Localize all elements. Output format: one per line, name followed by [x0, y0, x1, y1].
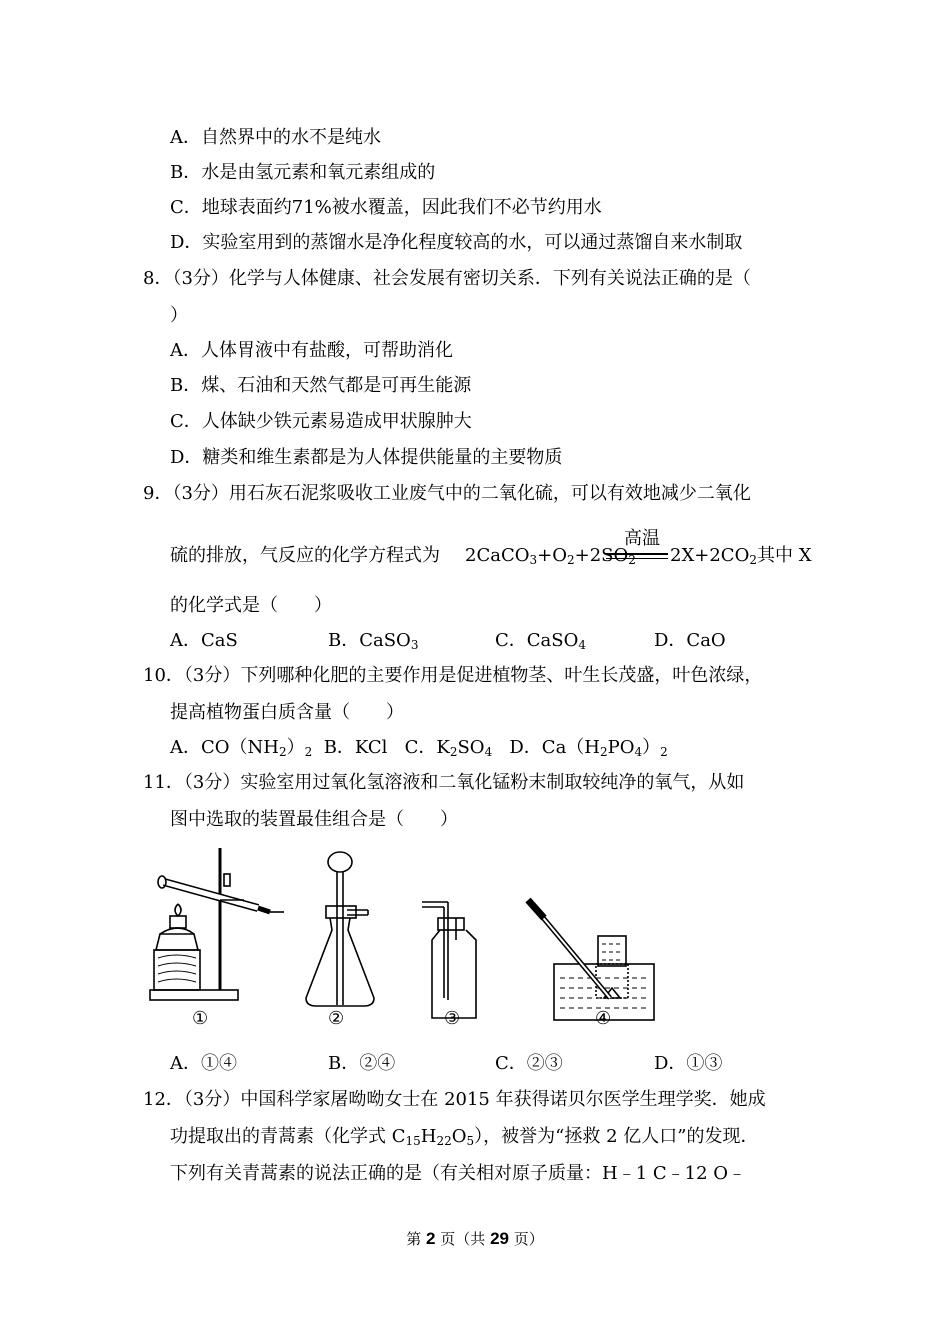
q8-option-b: B．煤、石油和天然气都是可再生能源 — [170, 375, 472, 396]
q9-option-b: B．CaSO$_3$ — [328, 630, 419, 652]
q8-stem-line1: 8．（3分）化学与人体健康、社会发展有密切关系．下列有关说法正确的是（ — [143, 268, 751, 289]
apparatus-4-water-trough — [528, 900, 654, 1020]
q9-equation-right: $2X+2CO_2$其中 X — [670, 545, 812, 567]
q9-equation-arrow — [606, 553, 668, 555]
q9-equation-arrow-lower — [606, 558, 668, 559]
q7-option-a: A．自然界中的水不是纯水 — [170, 127, 381, 148]
q9-stem-line2-text: 硫的排放，气反应的化学方程式为 — [170, 545, 440, 566]
q12-stem-line3: 下列有关青蒿素的说法正确的是（有关相对原子质量：H﹣1 C﹣12 O﹣ — [170, 1163, 747, 1184]
q12-stem-line2: 功提取出的青蒿素（化学式 $C_{15}H_{22}O_5$），被誉为“拯救 2 亿人口”的发现． — [170, 1126, 759, 1148]
q9-stem-line3: 的化学式是（ ） — [170, 595, 332, 616]
figure-label-4: ④ — [595, 1008, 612, 1029]
figure-label-1: ① — [192, 1008, 209, 1029]
q10-stem-line1: 10．（3分）下列哪种化肥的主要作用是促进植物茎、叶生长茂盛，叶色浓绿， — [143, 665, 763, 686]
q8-option-a: A．人体胃液中有盐酸，可帮助消化 — [170, 340, 453, 361]
apparatus-figure — [140, 840, 840, 1040]
apparatus-1-heating-stand — [150, 848, 284, 1000]
page-footer: 第 2 页（共 29 页） — [406, 1229, 544, 1248]
q7-option-d: D．实验室用到的蒸馏水是净化程度较高的水，可以通过蒸馏自来水制取 — [170, 232, 743, 253]
q8-option-c: C．人体缺少铁元素易造成甲状腺肿大 — [170, 411, 472, 432]
q9-option-a: A．CaS — [170, 630, 238, 651]
q10-stem-line2: 提高植物蛋白质含量（ ） — [170, 702, 404, 723]
q11-option-c: C．②③ — [495, 1053, 563, 1074]
q9-stem-line1: 9．（3分）用石灰石泥浆吸收工业废气中的二氧化硫，可以有效地减少二氧化 — [143, 483, 751, 504]
q7-option-b: B．水是由氢元素和氧元素组成的 — [170, 162, 436, 183]
q11-option-d: D．①③ — [654, 1053, 723, 1074]
q11-option-a: A．①④ — [170, 1053, 237, 1074]
q9-equation-left: $2CaCO_3+O_2+2SO_2$ — [465, 545, 636, 567]
q8-stem-line2: ） — [170, 305, 188, 326]
q11-option-b: B．②④ — [328, 1053, 396, 1074]
q9-equation-condition: 高温 — [624, 528, 660, 549]
figure-label-3: ③ — [444, 1008, 461, 1029]
apparatus-2-conical-flask — [306, 852, 374, 1006]
q11-stem-line2: 图中选取的装置最佳组合是（ ） — [170, 809, 458, 830]
q9-option-d: D．CaO — [654, 630, 726, 651]
q7-option-c: C．地球表面约71%被水覆盖，因此我们不必节约用水 — [170, 197, 602, 218]
apparatus-3-gas-bottle — [422, 902, 476, 1018]
q12-stem-line1: 12．（3分）中国科学家屠呦呦女士在 2015 年获得诺贝尔医学生理学奖．她成 — [143, 1089, 766, 1110]
page-total: 29 — [490, 1229, 509, 1248]
q9-option-c: C．CaSO$_4$ — [495, 630, 587, 652]
q8-option-d: D．糖类和维生素都是为人体提供能量的主要物质 — [170, 447, 563, 468]
figure-label-2: ② — [328, 1008, 345, 1029]
q11-stem-line1: 11．（3分）实验室用过氧化氢溶液和二氧化锰粉末制取较纯净的氧气，从如 — [143, 772, 745, 793]
page-number: 2 — [426, 1229, 436, 1248]
q10-options: A．$CO(NH_2)_2$ B．KCl C．$K_2SO_4$ D．$Ca(H_2PO_4)_2$ — [170, 737, 668, 759]
